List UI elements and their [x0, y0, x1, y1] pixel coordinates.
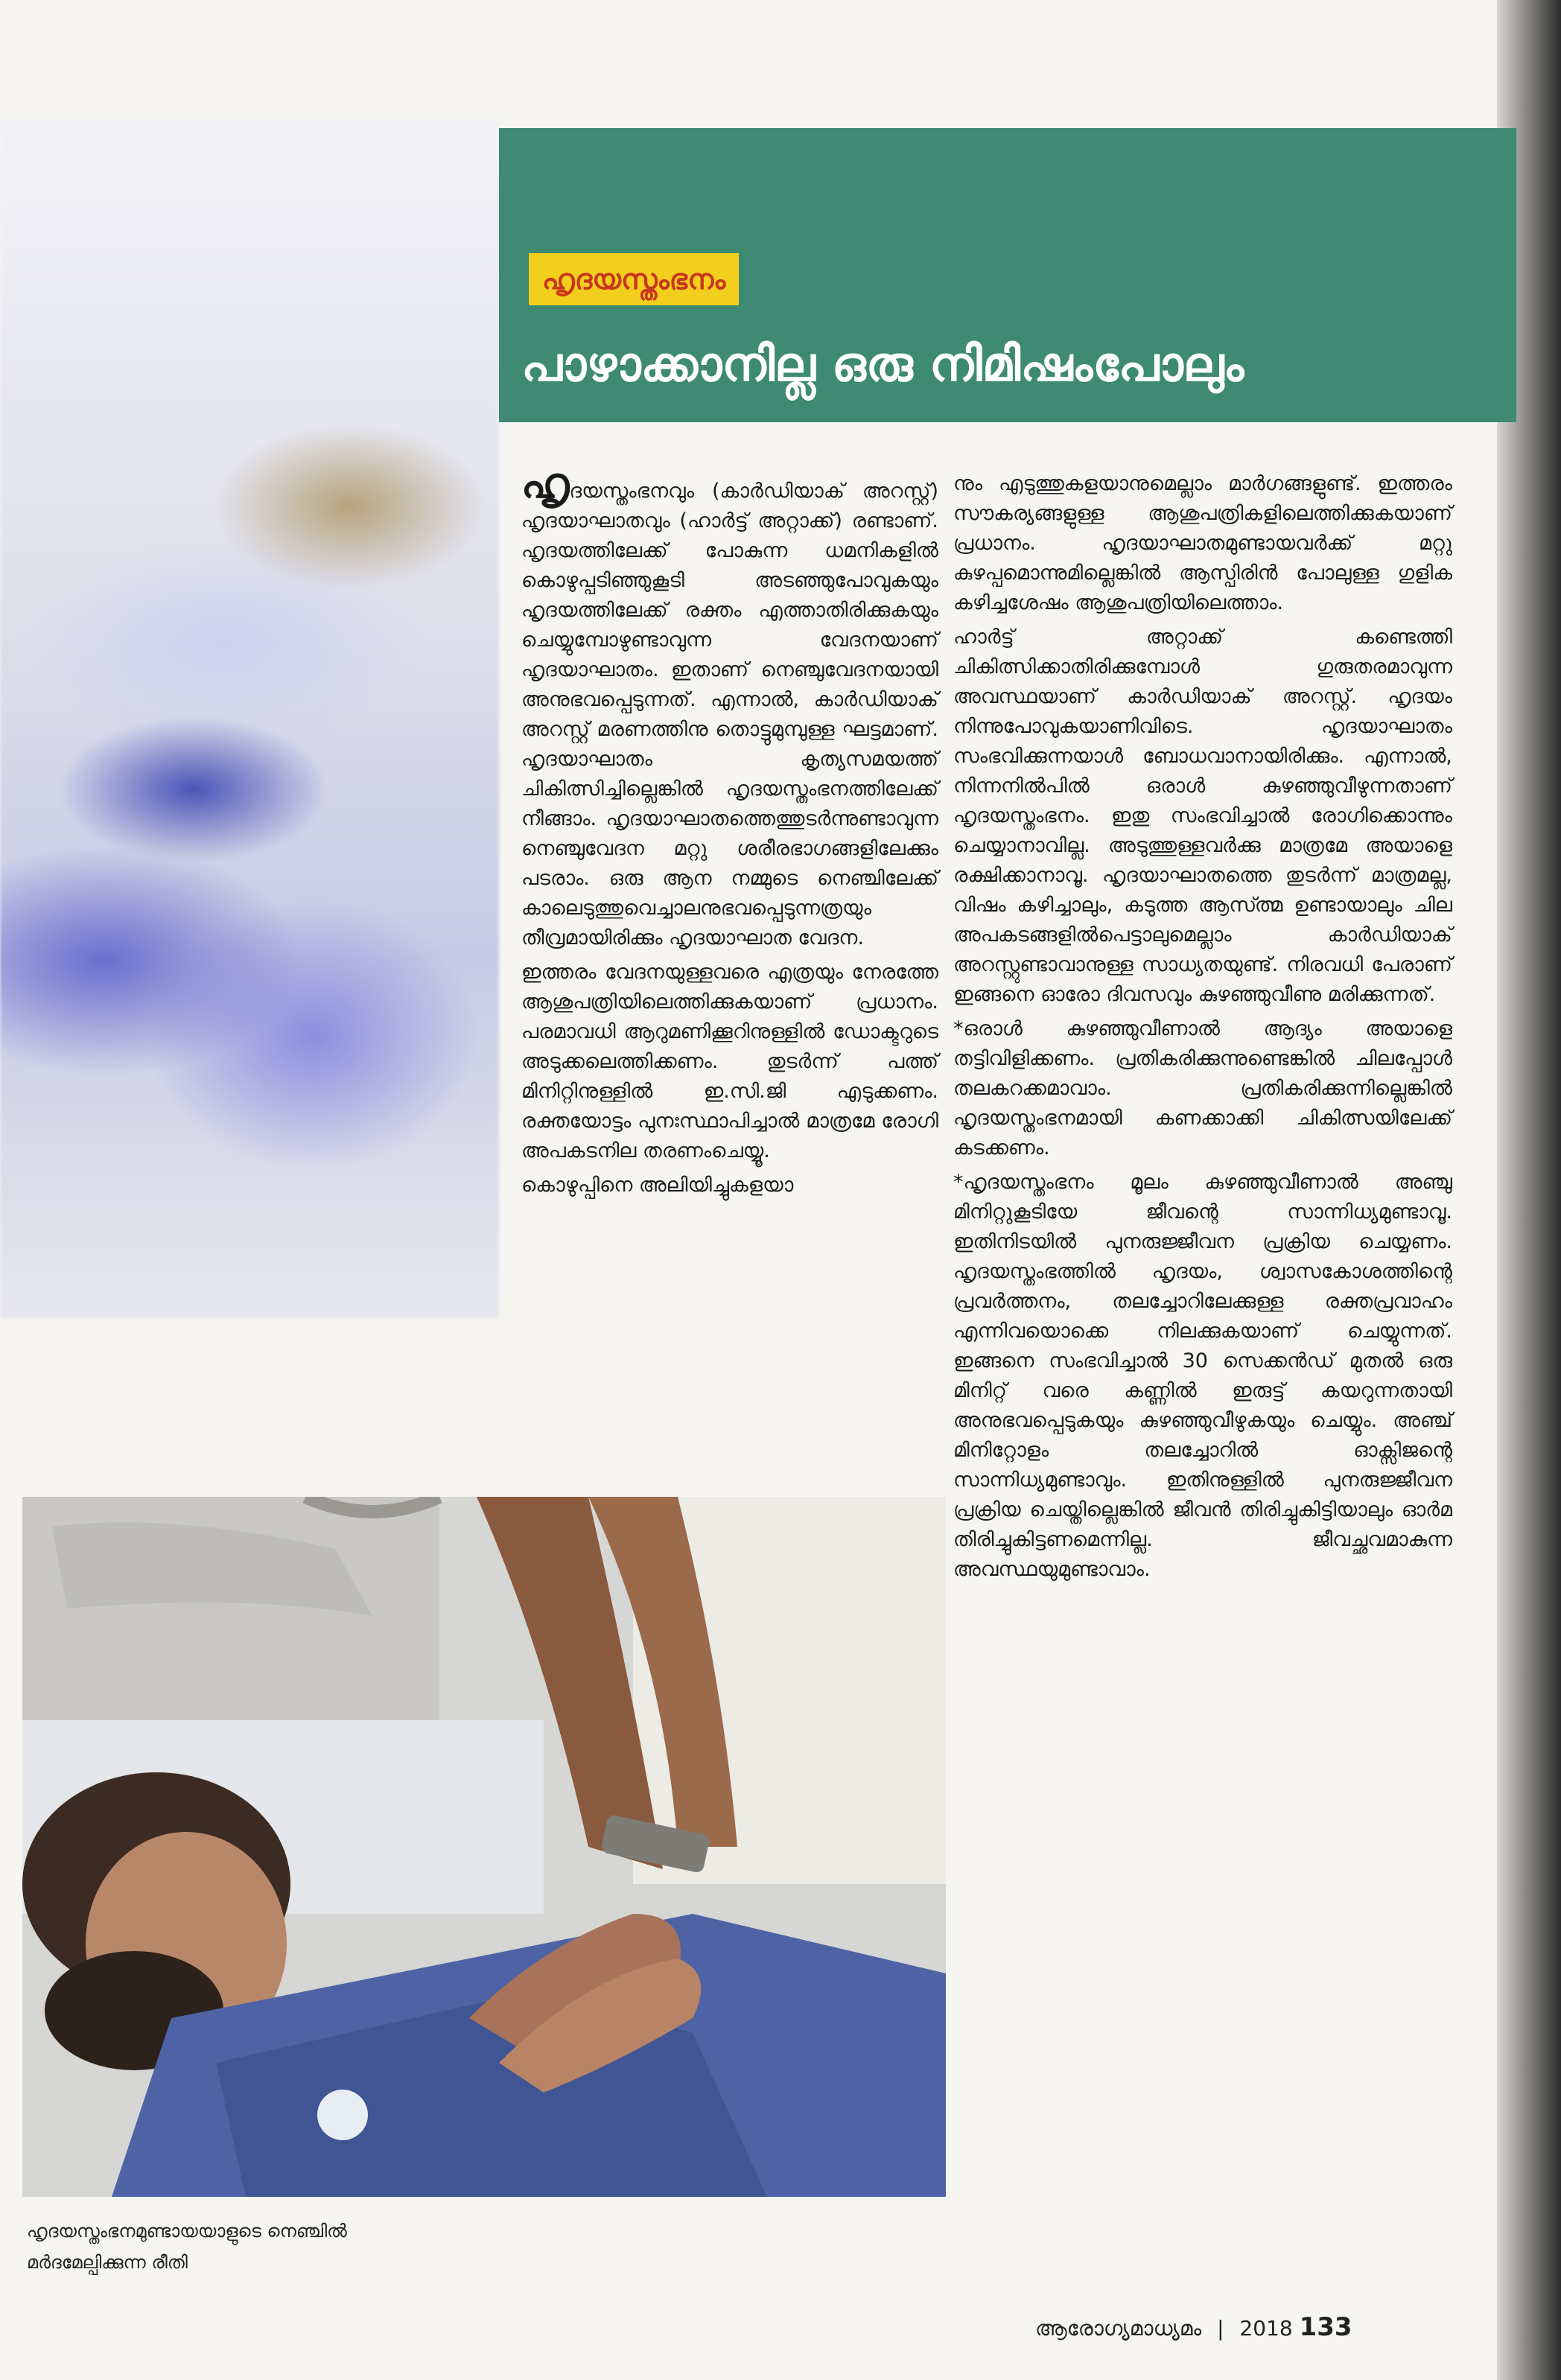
article-column-right — [953, 469, 1452, 1589]
photo-caption — [27, 2215, 548, 2278]
caption-line: മർദമേല്പിക്കുന്ന രീതി — [27, 2252, 188, 2273]
dropcap: ഹൃ — [521, 459, 570, 508]
headline: പാഴാക്കാനില്ല ഒരു നിമിഷംപോലും — [521, 337, 1244, 392]
article-paragraph — [521, 459, 938, 953]
issue-year: 2018 — [1239, 2316, 1293, 2341]
cpr-photo — [22, 1497, 946, 2197]
paragraph-text: ദയസ്തംഭനവും (കാർഡിയാക് അറസ്റ്റ്) ഹൃദയാഘാതവും (ഹാർട്ട് അറ്റാക്ക്) രണ്ടാണ്. ഹൃദയത്തിലേക്ക് പോകുന്ന ധമനികളിൽ കൊഴുപ്പടിഞ്ഞുകൂടി അടഞ്ഞുപോവുകയും ഹൃദയത്തിലേക്ക് രക്തം എത്താതിരിക്കുകയും ചെയ്യുമ്പോഴുണ്ടാവുന്ന വേദനയാണ് ഹൃദയാഘാതം. ഇതാണ് നെഞ്ചുവേദനയായി അനുഭവപ്പെടുന്നത്. എന്നാൽ, കാർഡിയാക് അറസ്റ്റ് മരണത്തിനു തൊട്ടുമുമ്പുള്ള ഘട്ടമാണ്. ഹൃദയാഘാതം കൃത്യസമയത്ത് ചികിത്സിച്ചില്ലെങ്കിൽ ഹൃദയസ്തംഭനത്തിലേക്ക് നീങ്ങാം. ഹൃദയാഘാതത്തെത്തുടർന്നുണ്ടാവുന്ന നെഞ്ചുവേദന മറ്റു ശരീരഭാഗങ്ങളിലേക്കും പടരാം. ഒരു ആന നമ്മുടെ നെഞ്ചിലേക്ക് കാലെടുത്തുവെച്ചാലനുഭവപ്പെടുന്നത്രയും തീവ്രമായിരിക്കും ഹൃദയാഘാത വേദന. — [521, 480, 938, 949]
article-paragraph: *ഹൃദയസ്തംഭനം മൂലം കുഴഞ്ഞുവീണാൽ അഞ്ചു മിനിറ്റുകൂടിയേ ജീവന്റെ സാന്നിധ്യമുണ്ടാവൂ. ഇതിനിടയിൽ പുനരുജ്ജീവന പ്രക്രിയ ചെയ്യണം. ഹൃദയസ്തംഭത്തിൽ ഹൃദയം, ശ്വാസകോശത്തിന്റെ പ്രവർത്തനം, തലച്ചോറിലേക്കുള്ള രക്തപ്രവാഹം എന്നിവയൊക്കെ നിലക്കുകയാണ് ചെയ്യുന്നത്. ഇങ്ങനെ സംഭവിച്ചാൽ 30 സെക്കൻഡ് മുതൽ ഒരു മിനിറ്റ് വരെ കണ്ണിൽ ഇരുട്ട് കയറുന്നതായി അനുഭവപ്പെടുകയും കുഴഞ്ഞുവീഴുകയും ചെയ്യും. അഞ്ച് മിനിറ്റോളം തലച്ചോറിൽ ഓക്സിജന്റെ സാന്നിധ്യമുണ്ടാവും. ഇതിനുള്ളിൽ പുനരുജ്ജീവന പ്രക്രിയ ചെയ്തില്ലെങ്കിൽ ജീവൻ തിരിച്ചുകിട്ടിയാലും ഓർമ തിരിച്ചുകിട്ടണമെന്നില്ല. ജീവച്ഛവമാകുന്ന അവസ്ഥയുമുണ്ടാവാം. — [953, 1171, 1452, 1581]
cpr-illustration — [22, 1497, 946, 2197]
page-number: 133 — [1299, 2312, 1352, 2342]
magazine-name: ആരോഗ്യമാധ്യമം — [1035, 2316, 1202, 2341]
caption-line: ഹൃദയസ്തംഭനമുണ്ടായയാളുടെ നെഞ്ചിൽ — [27, 2221, 347, 2241]
blurred-hospital-photo — [0, 119, 499, 1318]
page-footer — [1035, 2312, 1352, 2342]
section-tag: ഹൃദയസ്തംഭനം — [529, 253, 739, 305]
article-paragraph: ഇത്തരം വേദനയുള്ളവരെ എത്രയും നേരത്തേ ആശുപത്രിയിലെത്തിക്കുകയാണ് പ്രധാനം. പരമാവധി ആറുമണിക്കൂറിനുള്ളിൽ ഡോക്ടറുടെ അടുക്കലെത്തിക്കണം. തുടർന്ന് പത്ത് മിനിറ്റിനുള്ളിൽ ഇ.സി.ജി എടുക്കണം. രക്തയോട്ടം പുനഃസ്ഥാപിച്ചാൽ മാത്രമേ രോഗി അപകടനില തരണംചെയ്യൂ. — [521, 961, 938, 1162]
article-paragraph: കൊഴുപ്പിനെ അലിയിച്ചുകളയാ — [521, 1174, 794, 1197]
article-paragraph: നും എടുത്തുകളയാനുമെല്ലാം മാർഗങ്ങളുണ്ട്. ഇത്തരം സൗകര്യങ്ങളുള്ള ആശുപത്രികളിലെത്തിക്കുകയാണ് പ്രധാനം. ഹൃദയാഘാതമുണ്ടായവർക്ക് മറ്റു കുഴപ്പമൊന്നുമില്ലെങ്കിൽ ആസ്പിരിൻ പോലുള്ള ഗുളിക കഴിച്ചശേഷം ആശുപത്രിയിലെത്താം. — [953, 472, 1452, 614]
article-column-left — [521, 459, 938, 1205]
footer-separator: | — [1217, 2316, 1224, 2341]
article-paragraph: ഹാർട്ട് അറ്റാക്ക് കണ്ടെത്തി ചികിത്സിക്കാതിരിക്കുമ്പോൾ ഗുരുതരമാവുന്ന അവസ്ഥയാണ് കാർഡിയാക് അറസ്റ്റ്. ഹൃദയം നിന്നുപോവുകയാണിവിടെ. ഹൃദയാഘാതം സംഭവിക്കുന്നയാൾ ബോധവാനായിരിക്കും. എന്നാൽ, നിന്നനിൽപിൽ ഒരാൾ കുഴഞ്ഞുവീഴുന്നതാണ് ഹൃദയസ്തംഭനം. ഇതു സംഭവിച്ചാൽ രോഗിക്കൊന്നും ചെയ്യാനാവില്ല. അടുത്തുള്ളവർക്കു മാത്രമേ അയാളെ രക്ഷിക്കാനാവൂ. ഹൃദയാഘാതത്തെ തുടർന്ന് മാത്രമല്ല, വിഷം കഴിച്ചാലും, കടുത്ത ആസ്ത്മ ഉണ്ടായാലും ചില അപകടങ്ങളിൽപെട്ടാലുമെല്ലാം കാർഡിയാക് അറസ്റ്റുണ്ടാവാനുള്ള സാധ്യതയുണ്ട്. നിരവധി പേരാണ് ഇങ്ങനെ ഓരോ ദിവസവും കുഴഞ്ഞുവീണു മരിക്കുന്നത്. — [953, 626, 1452, 1006]
article-paragraph: *ഒരാൾ കുഴഞ്ഞുവീണാൽ ആദ്യം അയാളെ തട്ടിവിളിക്കണം. പ്രതികരിക്കുന്നുണ്ടെങ്കിൽ ചിലപ്പോൾ തലകറക്കമാവാം. പ്രതികരിക്കുന്നില്ലെങ്കിൽ ഹൃദയസ്തംഭനമായി കണക്കാക്കി ചികിത്സയിലേക്ക് കടക്കണം. — [953, 1017, 1452, 1159]
